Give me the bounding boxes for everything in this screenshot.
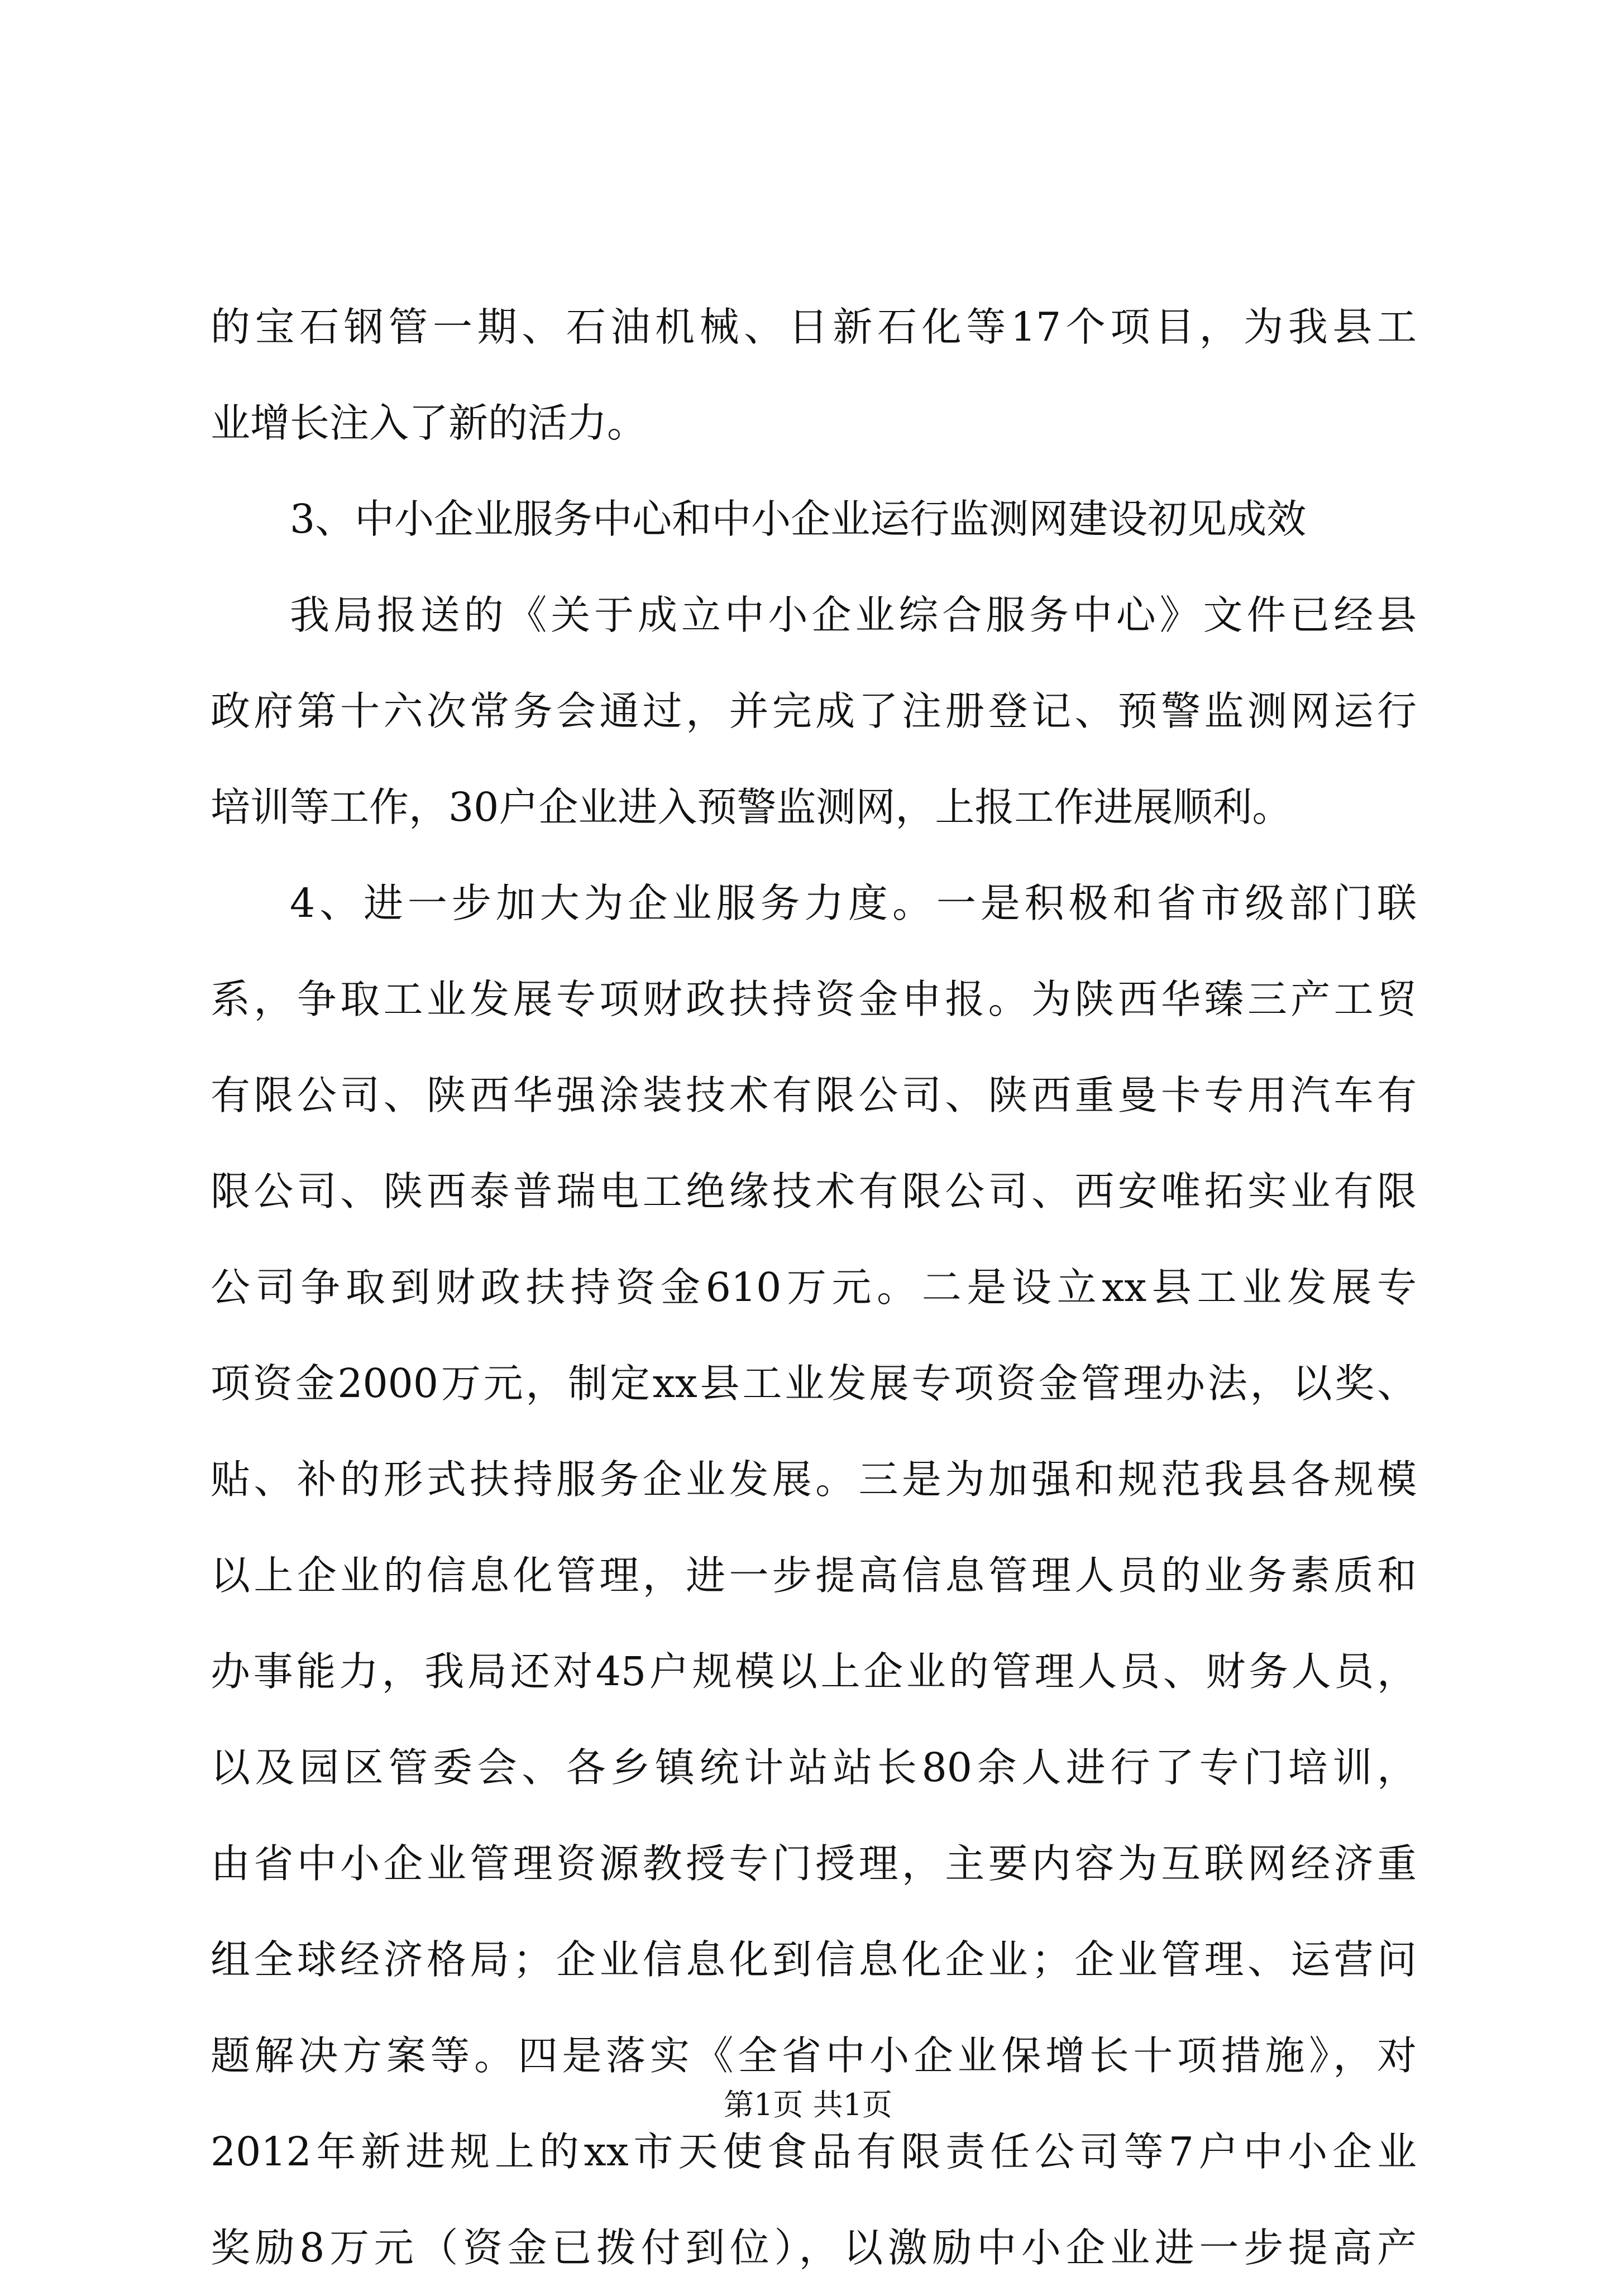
text-line: 以及园区管委会、各乡镇统计站站长80余人进行了专门培训， bbox=[211, 1744, 1417, 1791]
text-line: 由省中小企业管理资源教授专门授理，主要内容为互联网经济重 bbox=[211, 1840, 1417, 1887]
text-line: 贴、补的形式扶持服务企业发展。三是为加强和规范我县各规模 bbox=[211, 1456, 1417, 1503]
text-line: 组全球经济格局；企业信息化到信息化企业；企业管理、运营问 bbox=[211, 1936, 1417, 1983]
text-line: 公司争取到财政扶持资金610万元。二是设立xx县工业发展专 bbox=[211, 1264, 1417, 1310]
page-number-label: 第1页 共1页 bbox=[724, 2087, 892, 2122]
page-footer bbox=[0, 2083, 1616, 2127]
text-line: 政府第十六次常务会通过，并完成了注册登记、预警监测网运行 bbox=[211, 688, 1417, 734]
text-line: 项资金2000万元，制定xx县工业发展专项资金管理办法，以奖、 bbox=[211, 1360, 1417, 1407]
text-line: 有限公司、陕西华强涂装技术有限公司、陕西重曼卡专用汽车有 bbox=[211, 1072, 1417, 1118]
text-line: 4、进一步加大为企业服务力度。一是积极和省市级部门联 bbox=[290, 880, 1417, 926]
text-line: 业增长注入了新的活力。 bbox=[211, 400, 647, 446]
text-line: 办事能力，我局还对45户规模以上企业的管理人员、财务人员， bbox=[211, 1648, 1417, 1695]
text-line: 限公司、陕西泰普瑞电工绝缘技术有限公司、西安唯拓实业有限 bbox=[211, 1168, 1417, 1214]
text-line: 的宝石钢管一期、石油机械、日新石化等17个项目，为我县工 bbox=[211, 304, 1417, 350]
text-line: 我局报送的《关于成立中小企业综合服务中心》文件已经县 bbox=[290, 592, 1417, 638]
document-body bbox=[211, 279, 1417, 2296]
text-line: 题解决方案等。四是落实《全省中小企业保增长十项措施》，对 bbox=[211, 2032, 1417, 2079]
section-heading: 3、中小企业服务中心和中小企业运行监测网建设初见成效 bbox=[290, 496, 1307, 542]
text-line: 奖励8万元（资金已拨付到位），以激励中小企业进一步提高产 bbox=[211, 2225, 1417, 2271]
text-line: 以上企业的信息化管理，进一步提高信息管理人员的业务素质和 bbox=[211, 1552, 1417, 1599]
text-line: 2012年新进规上的xx市天使食品有限责任公司等7户中小企业 bbox=[211, 2128, 1417, 2175]
text-line: 系，争取工业发展专项财政扶持资金申报。为陕西华臻三产工贸 bbox=[211, 976, 1417, 1022]
text-line: 培训等工作，30户企业进入预警监测网，上报工作进展顺利。 bbox=[211, 784, 1292, 830]
